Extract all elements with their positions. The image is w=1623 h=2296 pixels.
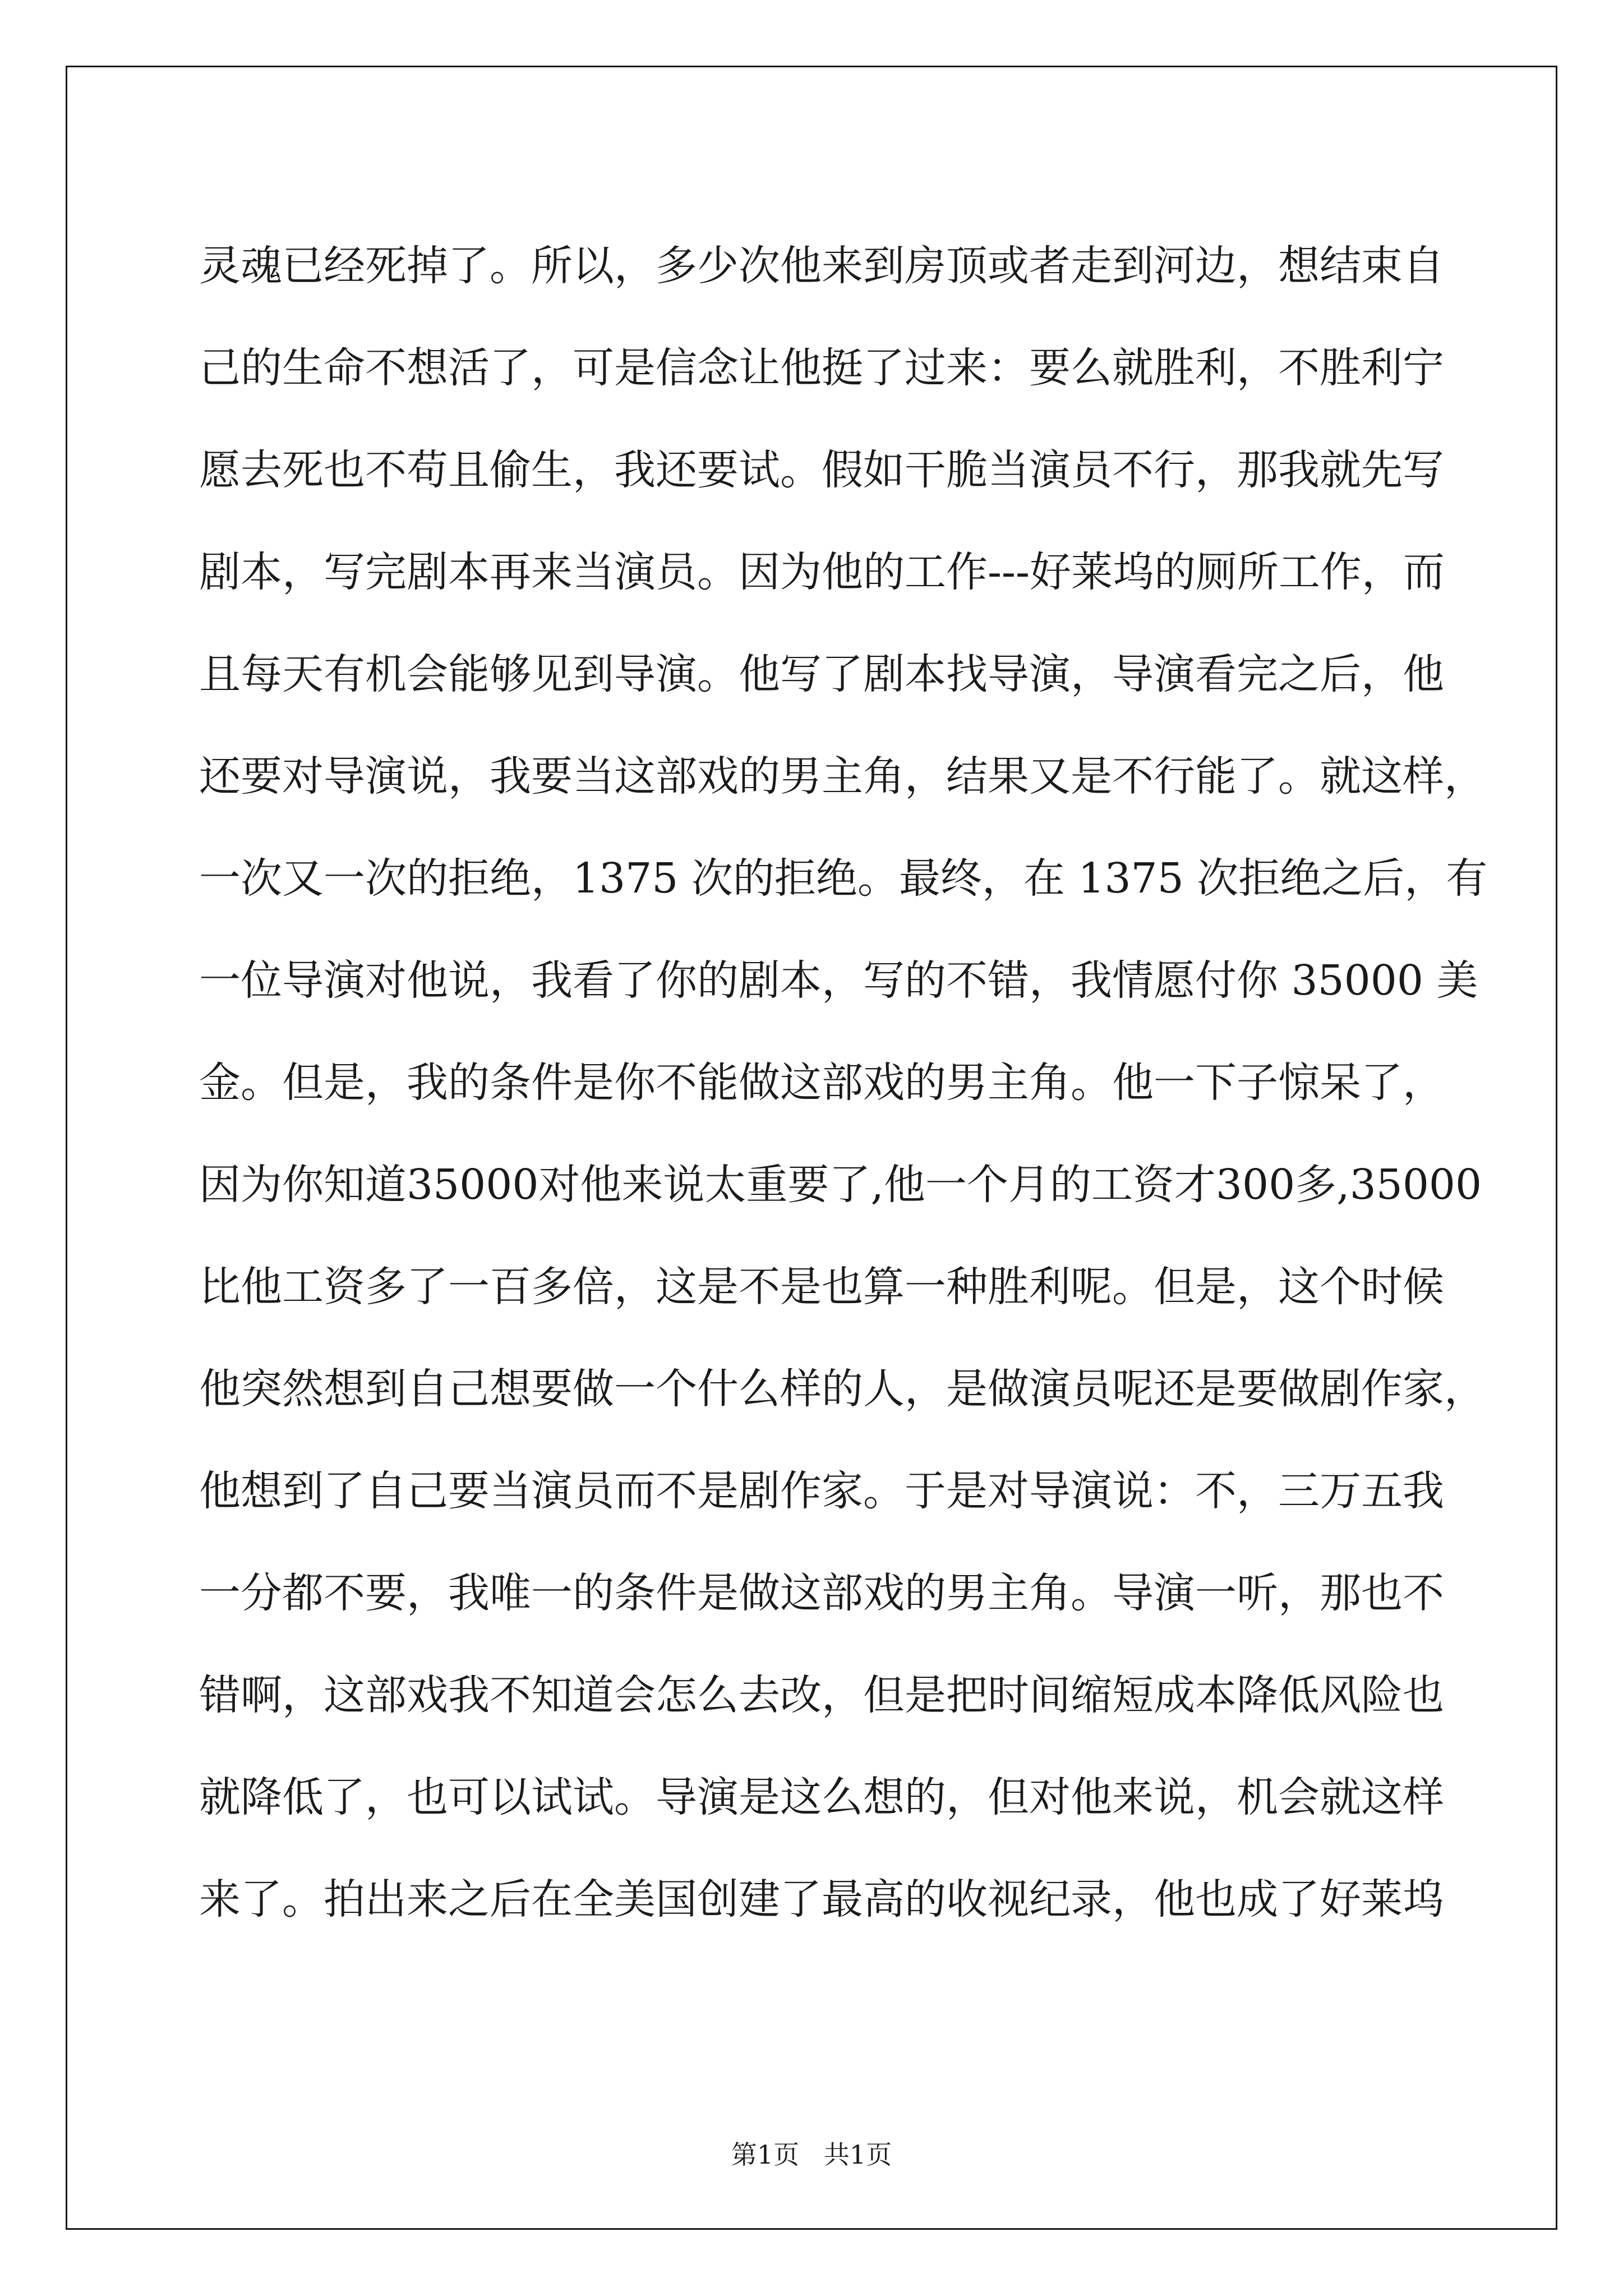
text-line: 他突然想到自己想要做一个什么样的人，是做演员呢还是要做剧作家， — [199, 1365, 1486, 1413]
text-line: 就降低了，也可以试试。导演是这么想的，但对他来说，机会就这样 — [199, 1773, 1444, 1821]
text-line: 还要对导演说，我要当这部戏的男主角，结果又是不行能了。就这样， — [199, 752, 1486, 800]
text-line: 错啊，这部戏我不知道会怎么去改，但是把时间缩短成本降低风险也 — [199, 1671, 1444, 1719]
text-line: 愿去死也不苟且偷生，我还要试。假如干脆当演员不行，那我就先写 — [199, 446, 1444, 494]
text-line: 比他工资多了一百多倍，这是不是也算一种胜利呢。但是，这个时候 — [199, 1263, 1444, 1311]
text-line: 金。但是，我的条件是你不能做这部戏的男主角。他一下子惊呆了， — [199, 1059, 1444, 1107]
text-line: 己的生命不想活了，可是信念让他挺了过来：要么就胜利，不胜利宁 — [199, 344, 1444, 392]
text-line: 剧本，写完剧本再来当演员。因为他的工作---好莱坞的厕所工作，而 — [199, 548, 1445, 596]
text-line: 一分都不要，我唯一的条件是做这部戏的男主角。导演一听，那也不 — [199, 1569, 1444, 1617]
text-line: 他想到了自己要当演员而不是剧作家。于是对导演说：不，三万五我 — [199, 1467, 1444, 1515]
text-line: 因为你知道35000对他来说太重要了,他一个月的工资才300多,35000 — [199, 1161, 1482, 1209]
page-number-footer: 第1页 共1页 — [731, 2139, 892, 2170]
text-line: 灵魂已经死掉了。所以，多少次他来到房顶或者走到河边，想结束自 — [199, 242, 1444, 290]
text-line: 来了。拍出来之后在全美国创建了最高的收视纪录，他也成了好莱坞 — [199, 1875, 1444, 1924]
text-line: 且每天有机会能够见到导演。他写了剧本找导演，导演看完之后，他 — [199, 650, 1444, 698]
text-line: 一位导演对他说，我看了你的剧本，写的不错，我情愿付你 35000 美 — [199, 956, 1478, 1005]
text-line: 一次又一次的拒绝，1375 次的拒绝。最终，在 1375 次拒绝之后，有 — [199, 854, 1488, 903]
document-body — [199, 215, 1488, 1950]
